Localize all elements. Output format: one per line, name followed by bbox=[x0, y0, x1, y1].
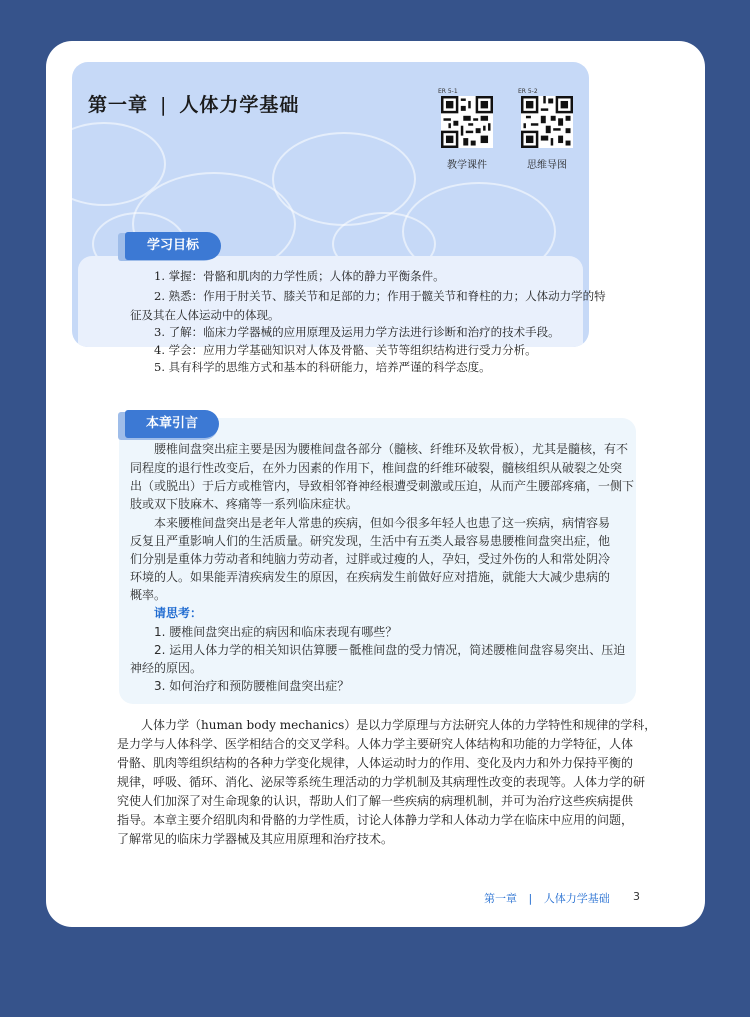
intro-line: 同程度的退行性改变后，在外力因素的作用下，椎间盘的纤维环破裂，髓核组织从破裂之处突 bbox=[130, 461, 623, 475]
chapter-header-panel bbox=[72, 62, 589, 347]
think-label: 请思考： bbox=[154, 606, 203, 620]
intro-line: 腰椎间盘突出症主要是因为腰椎间盘各部分（髓核、纤维环及软骨板），尤其是髓核，有不 bbox=[130, 442, 629, 456]
qr-label: 思维导图 bbox=[527, 160, 567, 171]
chapter-number: 第一章 bbox=[88, 94, 149, 116]
intro-line: 反复且严重影响人们的生活质量。研究发现，生活中有五类人最容易患腰椎间盘突出症，他 bbox=[130, 534, 611, 548]
goal-line: 5. 具有科学的思维方式和基本的科研能力，培养严谨的科学态度。 bbox=[154, 360, 491, 374]
body-line: 规律，呼吸、循环、消化、泌尿等系统生理活动的力学机制及其病理性改变的表现等。人体力学的研 bbox=[117, 775, 646, 789]
intro-line: 环境的人。如果能弄清疾病发生的原因，在疾病发生前做好应对措施，就能大大减少患病的 bbox=[130, 570, 611, 584]
qr-label: 教学课件 bbox=[447, 160, 487, 171]
intro-line: 肢或双下肢麻木、疼痛等一系列临床症状。 bbox=[130, 497, 359, 511]
goal-line: 2. 熟悉：作用于肘关节、膝关节和足部的力；作用于髋关节和脊柱的力；人体动力学的特 bbox=[154, 289, 606, 303]
qr-mindmap[interactable] bbox=[518, 88, 576, 171]
body-line: 骨骼、肌肉等组织结构的各种力学变化规律，人体运动时力的作用、变化及内力和外力保持平衡的 bbox=[117, 756, 634, 770]
running-footer bbox=[484, 890, 610, 906]
footer-title: 人体力学基础 bbox=[543, 892, 610, 905]
intro-line: 本来腰椎间盘突出是老年人常患的疾病，但如今很多年轻人也患了这一疾病，病情容易 bbox=[130, 516, 611, 530]
learning-goals-heading: 学习目标 bbox=[125, 232, 221, 260]
goal-line: 3. 了解：临床力学器械的应用原理及运用力学方法进行诊断和治疗的技术手段。 bbox=[154, 325, 560, 339]
body-line: 究使人们加深了对生命现象的认识，帮助人们了解一些疾病的病理机制，并可为治疗这些疾病提供 bbox=[117, 794, 634, 808]
qr-code-icon bbox=[441, 96, 493, 148]
footer-separator: | bbox=[528, 892, 533, 905]
chapter-intro-heading: 本章引言 bbox=[125, 410, 219, 438]
chapter-title bbox=[88, 90, 299, 117]
body-line: 指导。本章主要介绍肌肉和骨骼的力学性质，讨论人体静力学和人体动力学在临床中应用的问题， bbox=[117, 813, 634, 827]
chapter-name: 人体力学基础 bbox=[179, 94, 300, 116]
intro-line: 出（或脱出）于后方或椎管内，导致相邻脊神经根遭受刺激或压迫，从而产生腰部疼痛，一侧下 bbox=[130, 479, 635, 493]
goal-line: 1. 掌握：骨骼和肌肉的力学性质；人体的静力平衡条件。 bbox=[154, 269, 445, 283]
question-line: 3. 如何治疗和预防腰椎间盘突出症？ bbox=[130, 679, 350, 693]
goal-line: 征及其在人体运动中的体现。 bbox=[130, 308, 280, 322]
qr-tag: ER 5-2 bbox=[518, 88, 538, 95]
intro-line: 们分别是重体力劳动者和纯脑力劳动者，过胖或过瘦的人，孕妇，受过外伤的人和常处阴冷 bbox=[130, 552, 611, 566]
chapter-separator: | bbox=[160, 94, 168, 116]
body-line: 人体力学（human body mechanics）是以力学原理与方法研究人体的力学特性和规律的学科， bbox=[117, 718, 657, 732]
footer-chapter: 第一章 bbox=[484, 892, 517, 905]
qr-courseware[interactable] bbox=[438, 88, 496, 171]
question-line: 1. 腰椎间盘突出症的病因和临床表现有哪些？ bbox=[130, 625, 398, 639]
body-line: 了解常见的临床力学器械及其应用原理和治疗技术。 bbox=[117, 832, 394, 846]
goal-line: 4. 学会：应用力学基础知识对人体及骨骼、关节等组织结构进行受力分析。 bbox=[154, 343, 537, 357]
page-number: 3 bbox=[633, 890, 640, 903]
question-line: 神经的原因。 bbox=[130, 661, 203, 675]
qr-tag: ER 5-1 bbox=[438, 88, 458, 95]
body-line: 是力学与人体科学、医学相结合的交叉学科。人体力学主要研究人体结构和功能的力学特征，人体 bbox=[117, 737, 634, 751]
intro-line: 概率。 bbox=[130, 588, 167, 602]
qr-code-icon bbox=[521, 96, 573, 148]
question-line: 2. 运用人体力学的相关知识估算腰－骶椎间盘的受力情况，简述腰椎间盘容易突出、压迫 bbox=[130, 643, 626, 657]
